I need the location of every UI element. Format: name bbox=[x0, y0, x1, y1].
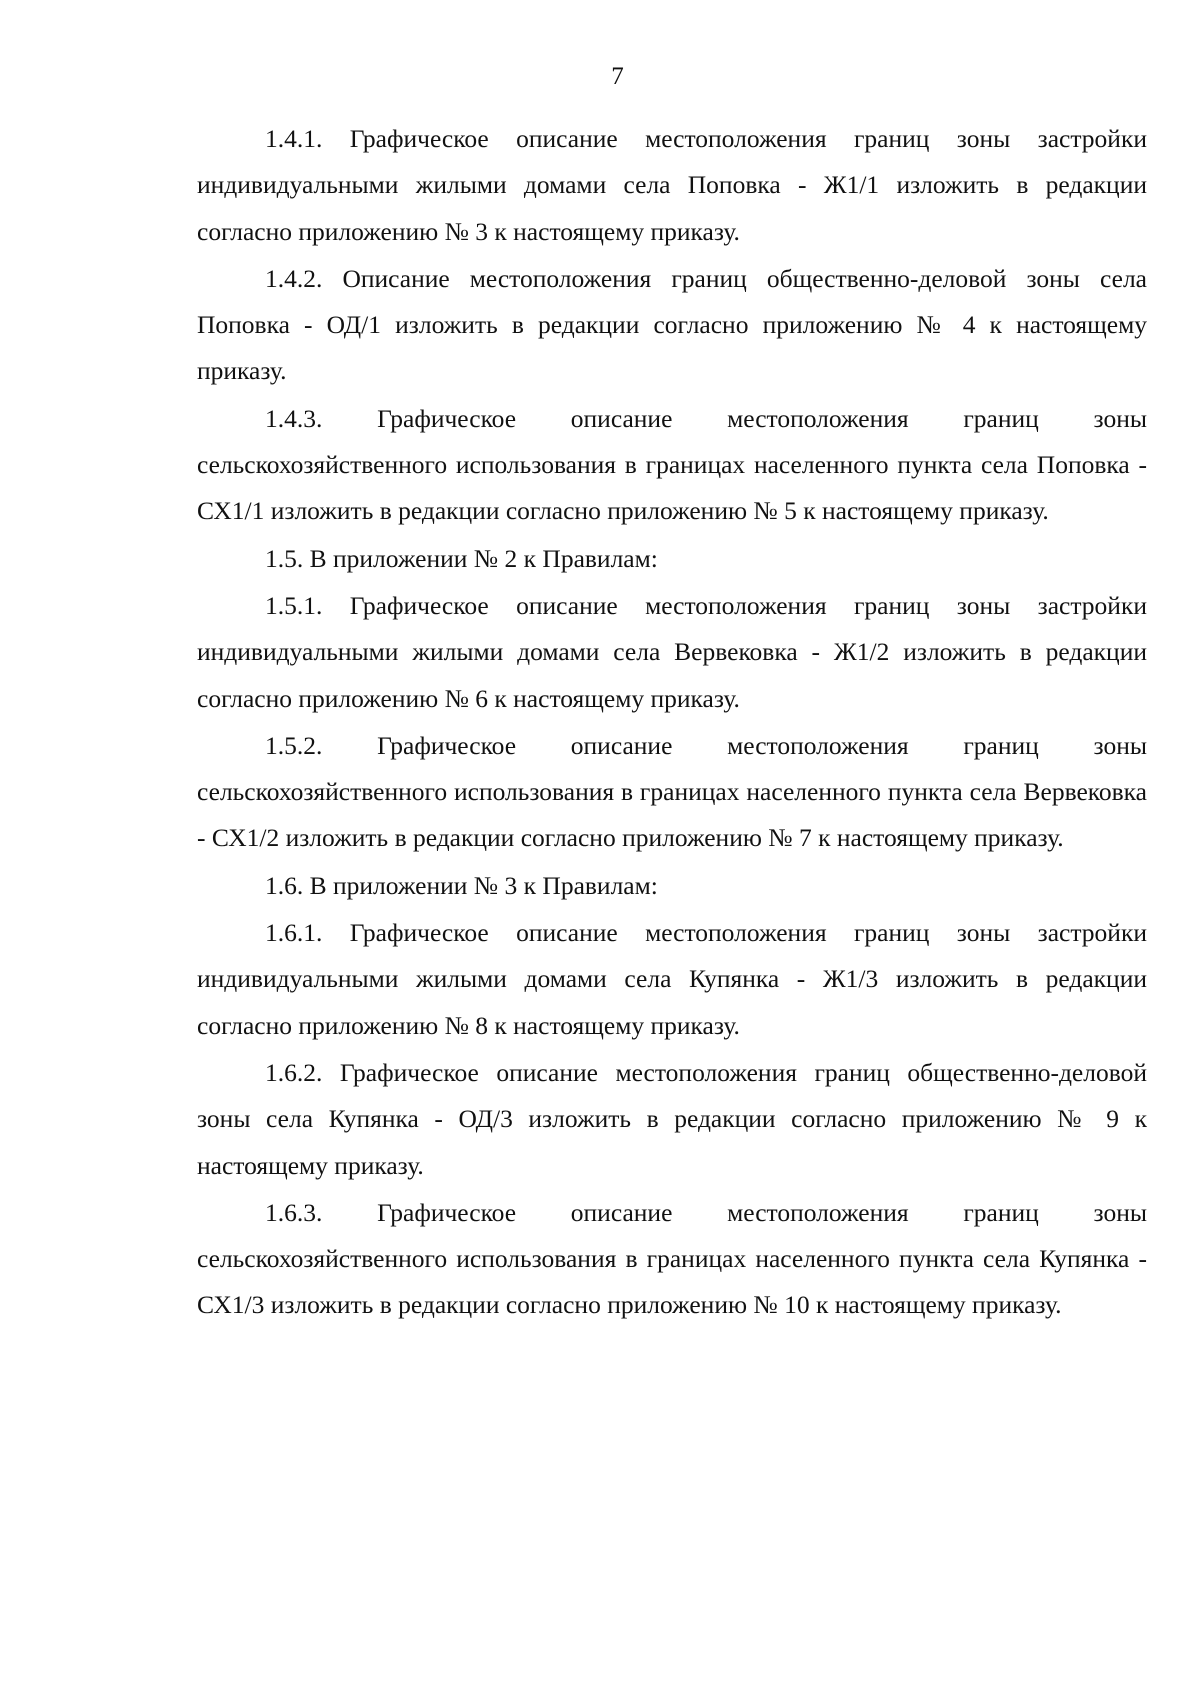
paragraph-1-6: 1.6. В приложении № 3 к Правилам: bbox=[265, 870, 658, 900]
page-number: 7 bbox=[611, 63, 624, 90]
paragraph-1-6-2: 1.6.2. Графическое описание местоположения границ общественно-деловой зоны села Купянка - ОД/3 изложить в редакции согласно приложению № 9 к настоящему приказу. bbox=[197, 1057, 1147, 1180]
paragraph-1-4-2: 1.4.2. Описание местоположения границ общественно-деловой зоны села Поповка - ОД/1 изложить в редакции согласно приложению № 4 к настоящему приказу. bbox=[197, 263, 1147, 386]
paragraph-1-6-3: 1.6.3. Графическое описание местоположения границ зоны сельскохозяйственного использования в границах населенного пункта села Купянка - СХ1/3 изложить в редакции согласно приложению № 10 к настоящему приказу. bbox=[197, 1197, 1147, 1320]
paragraph-1-5-2: 1.5.2. Графическое описание местоположения границ зоны сельскохозяйственного использования в границах населенного пункта села Вервековка - СХ1/2 изложить в редакции согласно приложению № 7 к настоящему приказу. bbox=[197, 730, 1147, 853]
document-body bbox=[197, 116, 1147, 1330]
paragraph-1-4-3: 1.4.3. Графическое описание местоположения границ зоны сельскохозяйственного использования в границах населенного пункта села Поповка - СХ1/1 изложить в редакции согласно приложению № 5 к настоящему приказу. bbox=[197, 403, 1147, 526]
paragraph-1-5: 1.5. В приложении № 2 к Правилам: bbox=[265, 543, 658, 573]
paragraph-1-4-1: 1.4.1. Графическое описание местоположения границ зоны застройки индивидуальными жилыми домами села Поповка - Ж1/1 изложить в редакции согласно приложению № 3 к настоящему приказу. bbox=[197, 124, 1147, 246]
paragraph-1-5-1: 1.5.1. Графическое описание местоположения границ зоны застройки индивидуальными жилыми домами села Вервековка - Ж1/2 изложить в редакции согласно приложению № 6 к настоящему приказу. bbox=[197, 590, 1147, 713]
paragraph-1-6-1: 1.6.1. Графическое описание местоположения границ зоны застройки индивидуальными жилыми домами села Купянка - Ж1/3 изложить в редакции согласно приложению № 8 к настоящему приказу. bbox=[197, 918, 1147, 1040]
